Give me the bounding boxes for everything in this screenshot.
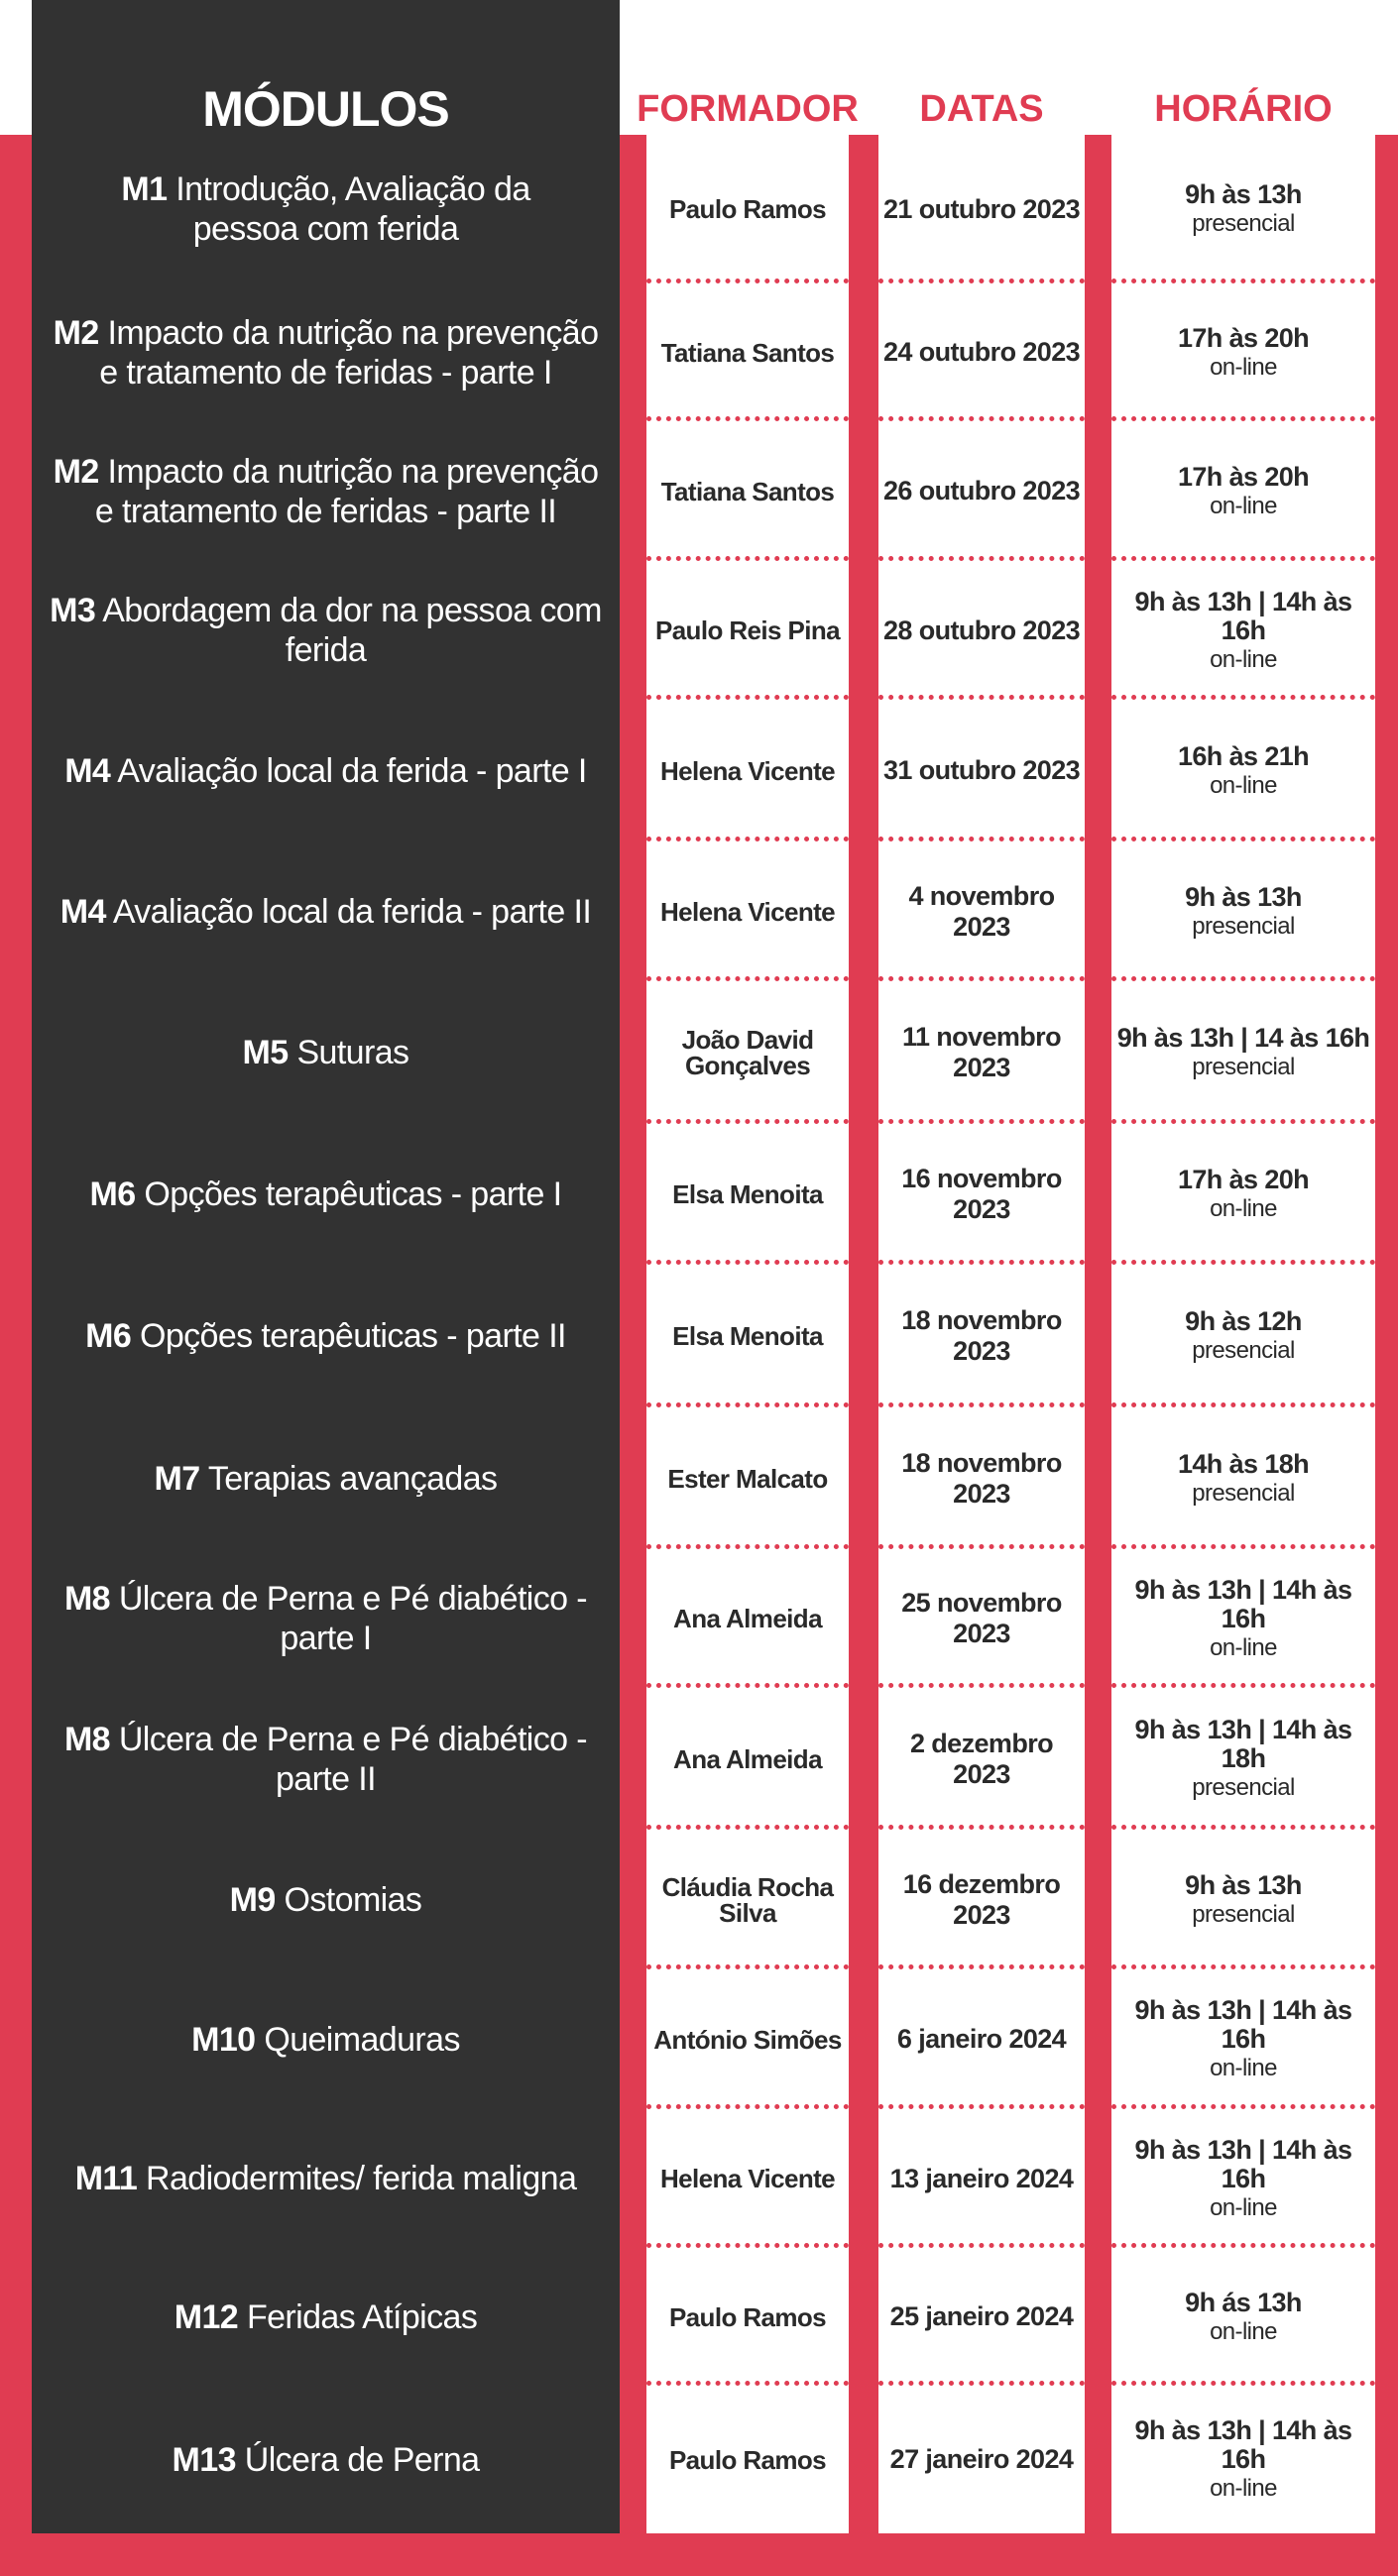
trainer-cell bbox=[646, 841, 849, 981]
schedule-cell bbox=[1111, 841, 1375, 981]
header-dates: DATAS bbox=[919, 87, 1044, 130]
module-cell bbox=[32, 2248, 620, 2386]
module-line-1 bbox=[121, 169, 529, 209]
date-cell: 28 outubro 2023 bbox=[882, 615, 1081, 645]
trainer-name: António Simões bbox=[653, 2024, 842, 2055]
header-schedule: HORÁRIO bbox=[1154, 87, 1333, 130]
trainer-name: Paulo Ramos bbox=[668, 194, 827, 224]
trainer-cell bbox=[646, 135, 849, 283]
trainer-cell bbox=[646, 561, 849, 700]
date-cell: 21 outubro 2023 bbox=[882, 193, 1081, 224]
trainer-name: Paulo Ramos bbox=[668, 2301, 827, 2332]
schedule-cell bbox=[1111, 1407, 1375, 1549]
module-title: Úlcera de Perna bbox=[244, 2440, 480, 2479]
schedule-mode: on-line bbox=[1210, 771, 1277, 799]
schedule-mode: presencial bbox=[1192, 1054, 1295, 1080]
module-cell bbox=[32, 2109, 620, 2248]
module-line-1 bbox=[54, 452, 599, 492]
trainer-cell bbox=[646, 2386, 849, 2533]
module-line-1 bbox=[85, 1316, 566, 1356]
schedule-mode: on-line bbox=[1210, 645, 1277, 673]
schedule-mode: presencial bbox=[1192, 912, 1295, 940]
trainer-cell bbox=[646, 1265, 849, 1407]
schedule-mode: on-line bbox=[1210, 2055, 1277, 2081]
schedule-cell bbox=[1111, 1124, 1375, 1265]
module-cell bbox=[32, 283, 620, 421]
schedule-mode: presencial bbox=[1192, 1900, 1295, 1928]
module-line-1 bbox=[175, 2297, 478, 2337]
date-cell: 16 novembro 2023 bbox=[901, 1164, 1062, 1224]
table-row bbox=[0, 700, 1398, 841]
module-code: M2 bbox=[53, 452, 99, 491]
table-row bbox=[0, 1549, 1398, 1688]
schedule-cell bbox=[1111, 2109, 1375, 2248]
module-cell bbox=[32, 2386, 620, 2533]
date-cell: 4 novembro 2023 bbox=[908, 880, 1055, 942]
date-cell: 24 outubro 2023 bbox=[882, 337, 1081, 367]
date-cell: 18 novembro 2023 bbox=[901, 1305, 1062, 1366]
schedule-cell bbox=[1111, 1549, 1375, 1688]
trainer-cell bbox=[646, 981, 849, 1124]
schedule-hours: 17h às 20h bbox=[1177, 1165, 1310, 1194]
module-code: M9 bbox=[229, 1880, 276, 1919]
module-cell bbox=[32, 1549, 620, 1688]
module-title: Avaliação local da ferida - parte II bbox=[112, 892, 592, 931]
trainer-name: Tatiana Santos bbox=[660, 337, 835, 368]
date-cell: 31 outubro 2023 bbox=[882, 755, 1081, 785]
table-row bbox=[0, 1407, 1398, 1549]
schedule-mode: presencial bbox=[1192, 1774, 1295, 1801]
module-code: M8 bbox=[63, 1720, 110, 1758]
trainer-name: Ana Almeida bbox=[673, 1604, 822, 1633]
schedule-hours: 9h às 13h | 14h às 16h bbox=[1134, 1574, 1352, 1633]
table-row bbox=[0, 1265, 1398, 1407]
module-title-line-2: pessoa com ferida bbox=[192, 210, 459, 248]
trainer-name: Tatiana Santos bbox=[660, 476, 835, 506]
trainer-cell bbox=[646, 1124, 849, 1265]
module-title: Feridas Atípicas bbox=[246, 2297, 478, 2336]
module-title: Opções terapêuticas - parte I bbox=[144, 1176, 562, 1213]
module-cell bbox=[32, 421, 620, 561]
module-cell bbox=[32, 1688, 620, 1830]
schedule-cell bbox=[1111, 1688, 1375, 1830]
module-title: Queimaduras bbox=[264, 2020, 460, 2059]
schedule-mode: on-line bbox=[1210, 492, 1277, 519]
module-line-1 bbox=[54, 313, 599, 353]
trainer-name: Helena Vicente bbox=[659, 2164, 836, 2193]
schedule-mode: on-line bbox=[1210, 2317, 1277, 2345]
table-row bbox=[0, 2386, 1398, 2533]
trainer-cell bbox=[646, 2248, 849, 2386]
schedule-mode: on-line bbox=[1210, 1195, 1277, 1222]
schedule-hours: 9h às 13h bbox=[1185, 1869, 1302, 1900]
table-row bbox=[0, 1969, 1398, 2109]
trainer-cell bbox=[646, 1969, 849, 2109]
schedule-hours: 17h às 20h bbox=[1177, 322, 1310, 353]
module-cell bbox=[32, 841, 620, 981]
table-row bbox=[0, 2248, 1398, 2386]
schedule-hours: 9h às 13h | 14h às 16h bbox=[1134, 2415, 1352, 2474]
module-title-line-2: e tratamento de feridas - parte I bbox=[99, 353, 552, 392]
module-line-1 bbox=[64, 751, 587, 791]
module-cell bbox=[32, 135, 620, 283]
trainer-cell bbox=[646, 1688, 849, 1830]
schedule-cell bbox=[1111, 1830, 1375, 1969]
date-cell: 26 outubro 2023 bbox=[882, 476, 1081, 505]
module-code: M2 bbox=[53, 313, 99, 352]
module-title: Terapias avançadas bbox=[207, 1459, 498, 1498]
date-cell: 27 janeiro 2024 bbox=[889, 2444, 1074, 2474]
trainer-name-line-2: Silva bbox=[719, 1897, 776, 1928]
schedule-mode: on-line bbox=[1210, 353, 1277, 381]
trainer-cell bbox=[646, 283, 849, 421]
trainer-name: Helena Vicente bbox=[659, 896, 836, 927]
trainer-name: João David bbox=[681, 1025, 814, 1055]
module-title: Ostomias bbox=[284, 1880, 422, 1919]
schedule-cell bbox=[1111, 421, 1375, 561]
date-cell: 18 novembro 2023 bbox=[901, 1447, 1062, 1509]
module-line-1 bbox=[60, 892, 591, 932]
table-row bbox=[0, 1124, 1398, 1265]
trainer-cell bbox=[646, 1549, 849, 1688]
schedule-hours: 17h às 20h bbox=[1177, 461, 1310, 492]
trainer-name: Elsa Menoita bbox=[672, 1321, 823, 1351]
schedule-cell bbox=[1111, 135, 1375, 283]
module-code: M6 bbox=[85, 1317, 132, 1355]
module-title: Introdução, Avaliação da bbox=[175, 170, 530, 208]
module-line-1 bbox=[155, 1459, 498, 1499]
trainer-name: Cláudia Rocha bbox=[661, 1871, 834, 1902]
header-modules: MÓDULOS bbox=[202, 81, 449, 137]
trainer-name: Elsa Menoita bbox=[672, 1179, 823, 1209]
module-line-1 bbox=[243, 1033, 409, 1072]
module-line-1 bbox=[191, 2020, 460, 2060]
module-code: M4 bbox=[64, 751, 111, 790]
module-title: Impacto da nutrição na prevenção bbox=[107, 452, 599, 491]
schedule-hours: 9h às 13h | 14h às 18h bbox=[1134, 1715, 1352, 1773]
module-title-line-2: e tratamento de feridas - parte II bbox=[94, 492, 557, 530]
schedule-hours: 9h às 13h | 14h às 16h bbox=[1134, 586, 1352, 645]
module-cell bbox=[32, 1124, 620, 1265]
schedule-hours: 9h às 13h | 14h às 16h bbox=[1134, 2134, 1352, 2193]
schedule-cell bbox=[1111, 981, 1375, 1124]
module-line-1 bbox=[230, 1880, 422, 1920]
module-title: Úlcera de Perna e Pé diabético - parte II bbox=[118, 1720, 588, 1798]
module-line-1 bbox=[173, 2440, 480, 2480]
module-title: Suturas bbox=[296, 1034, 409, 1071]
schedule-hours: 9h ás 13h bbox=[1185, 2287, 1302, 2317]
schedule-hours: 16h às 21h bbox=[1177, 740, 1310, 771]
trainer-name: Ana Almeida bbox=[673, 1743, 822, 1774]
module-cell bbox=[32, 561, 620, 700]
module-line-1 bbox=[40, 591, 612, 670]
module-cell bbox=[32, 981, 620, 1124]
module-line-1 bbox=[40, 1579, 612, 1658]
module-code: M11 bbox=[74, 2160, 138, 2197]
date-cell: 6 janeiro 2024 bbox=[896, 2024, 1067, 2054]
table-row bbox=[0, 283, 1398, 421]
date-cell: 13 janeiro 2024 bbox=[889, 2163, 1074, 2193]
date-cell: 2 dezembro 2023 bbox=[909, 1728, 1054, 1789]
table-row bbox=[0, 135, 1398, 283]
schedule-hours: 9h às 13h | 14h às 16h bbox=[1134, 1995, 1352, 2054]
module-code: M1 bbox=[121, 170, 168, 208]
trainer-name: Paulo Reis Pina bbox=[654, 616, 841, 645]
module-cell bbox=[32, 1407, 620, 1549]
module-cell bbox=[32, 1830, 620, 1969]
schedule-cell bbox=[1111, 700, 1375, 841]
schedule-mode: presencial bbox=[1192, 1337, 1295, 1364]
schedule-cell bbox=[1111, 1969, 1375, 2109]
schedule-cell bbox=[1111, 2248, 1375, 2386]
module-code: M3 bbox=[50, 592, 96, 629]
schedule-cell bbox=[1111, 283, 1375, 421]
trainer-cell bbox=[646, 2109, 849, 2248]
table-row bbox=[0, 1688, 1398, 1830]
module-code: M5 bbox=[242, 1034, 289, 1071]
trainer-cell bbox=[646, 421, 849, 561]
schedule-hours: 9h às 13h bbox=[1185, 179, 1302, 209]
module-code: M6 bbox=[89, 1176, 136, 1213]
module-title: Abordagem da dor na pessoa com ferida bbox=[102, 592, 602, 669]
module-cell bbox=[32, 700, 620, 841]
module-cell bbox=[32, 1969, 620, 2109]
trainer-cell bbox=[646, 1407, 849, 1549]
schedule-hours: 9h às 13h bbox=[1185, 881, 1302, 912]
header-trainer: FORMADOR bbox=[637, 87, 859, 130]
module-code: M7 bbox=[154, 1459, 200, 1498]
schedule-mode: presencial bbox=[1192, 1479, 1295, 1507]
module-code: M4 bbox=[59, 892, 106, 931]
schedule-mode: on-line bbox=[1210, 2193, 1277, 2221]
module-title: Impacto da nutrição na prevenção bbox=[107, 313, 599, 352]
module-title: Radiodermites/ ferida maligna bbox=[146, 2160, 577, 2197]
date-cell: 16 dezembro 2023 bbox=[902, 1868, 1061, 1930]
schedule-hours: 9h às 12h bbox=[1185, 1306, 1302, 1336]
trainer-name: Helena Vicente bbox=[659, 755, 836, 786]
schedule-cell bbox=[1111, 2386, 1375, 2533]
date-cell: 11 novembro 2023 bbox=[902, 1022, 1061, 1082]
module-line-1 bbox=[40, 1720, 612, 1799]
module-line-1 bbox=[75, 2159, 577, 2198]
schedule-mode: on-line bbox=[1210, 2475, 1277, 2502]
module-title: Úlcera de Perna e Pé diabético - parte I bbox=[118, 1580, 588, 1657]
module-title: Opções terapêuticas - parte II bbox=[140, 1317, 566, 1355]
table-row bbox=[0, 2109, 1398, 2248]
module-code: M8 bbox=[63, 1580, 110, 1618]
table-row bbox=[0, 1830, 1398, 1969]
trainer-name-line-2: Gonçalves bbox=[684, 1051, 811, 1080]
trainer-name: Ester Malcato bbox=[667, 1463, 828, 1494]
trainer-cell bbox=[646, 1830, 849, 1969]
module-code: M13 bbox=[172, 2440, 236, 2479]
schedule-cell bbox=[1111, 561, 1375, 700]
module-code: M10 bbox=[191, 2020, 256, 2059]
table-row bbox=[0, 841, 1398, 981]
schedule-hours: 14h às 18h bbox=[1177, 1448, 1310, 1479]
date-cell: 25 janeiro 2024 bbox=[889, 2301, 1074, 2331]
table-row bbox=[0, 981, 1398, 1124]
schedule-mode: on-line bbox=[1210, 1633, 1277, 1661]
table-row bbox=[0, 421, 1398, 561]
module-code: M12 bbox=[174, 2297, 239, 2336]
schedule-cell bbox=[1111, 1265, 1375, 1407]
schedule-hours: 9h às 13h | 14 às 16h bbox=[1116, 1023, 1370, 1053]
date-cell: 25 novembro 2023 bbox=[901, 1588, 1062, 1648]
table-row bbox=[0, 561, 1398, 700]
module-line-1 bbox=[90, 1175, 562, 1214]
module-cell bbox=[32, 1265, 620, 1407]
trainer-cell bbox=[646, 700, 849, 841]
module-title: Avaliação local da ferida - parte I bbox=[117, 751, 587, 790]
schedule-mode: presencial bbox=[1192, 210, 1295, 237]
trainer-name: Paulo Ramos bbox=[668, 2444, 827, 2475]
